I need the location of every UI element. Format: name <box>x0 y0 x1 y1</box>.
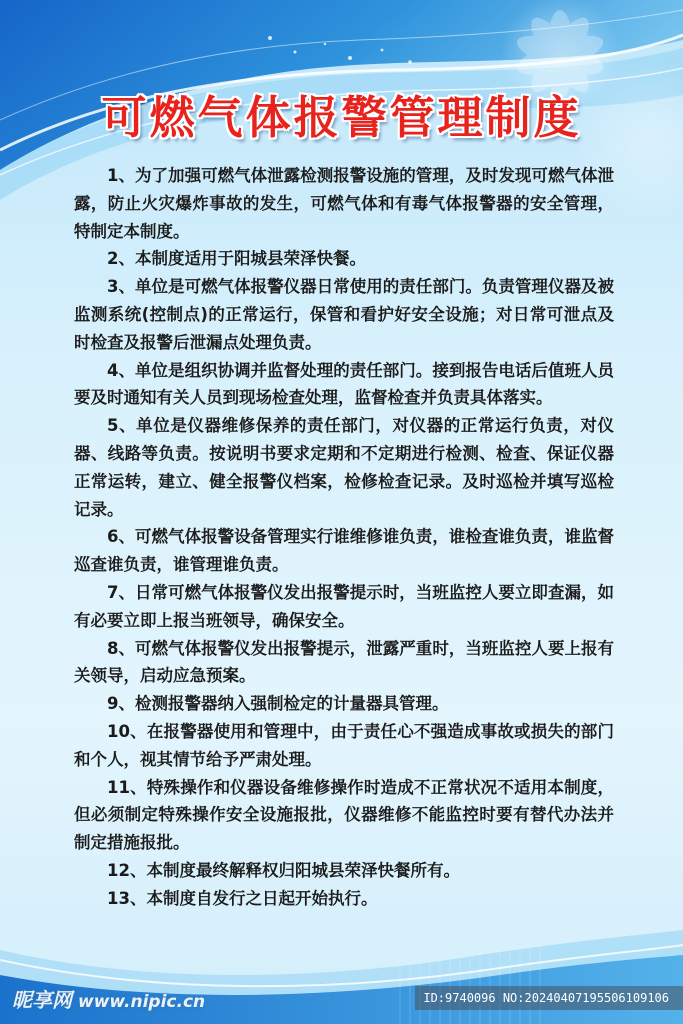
watermark-brand: 昵享网 <box>12 988 72 1012</box>
regulation-body <box>74 162 614 913</box>
clause-12: 12、本制度最终解释权归阳城县荣泽快餐所有。 <box>107 860 460 880</box>
clause-2: 2、本制度适用于阳城县荣泽快餐。 <box>107 249 366 269</box>
page-title: 可燃气体报警管理制度 <box>101 91 582 144</box>
clause-5: 5、单位是仪器维修保养的责任部门，对仪器的正常运行负责，对仪器、线路等负责。按说明书要求定期和不定期进行检测、检查、保证仪器正常运转，建立、健全报警仪档案，检修检查记录。及时巡检并填写巡检记录。 <box>74 416 614 519</box>
clause-7: 7、日常可燃气体报警仪发出报警提示时，当班监控人要立即查漏，如有必要立即上报当班领导，确保安全。 <box>74 582 614 630</box>
clause-1: 1、为了加强可燃气体泄露检测报警设施的管理，及时发现可燃气体泄露，防止火灾爆炸事故的发生，可燃气体和有毒气体报警器的安全管理，特制定本制度。 <box>74 166 614 241</box>
image-id-banner: ID:9740096 NO:20240407195506109106 <box>415 986 683 1010</box>
clause-10: 10、在报警器使用和管理中，由于责任心不强造成事故或损失的部门和个人，视其情节给予严肃处理。 <box>74 721 614 769</box>
clause-8: 8、可燃气体报警仪发出报警提示，泄露严重时，当班监控人要上报有关领导，启动应急预案。 <box>74 638 614 686</box>
clause-9: 9、检测报警器纳入强制检定的计量器具管理。 <box>107 694 449 714</box>
clause-11: 11、特殊操作和仪器设备维修操作时造成不正常状况不适用本制度，但必须制定特殊操作安全设施报批，仪器维修不能监控时要有替代办法并制定措施报批。 <box>74 777 614 853</box>
clause-6: 6、可燃气体报警设备管理实行谁维修谁负责，谁检查谁负责，谁监督巡查谁负责，谁管理谁负责。 <box>74 527 614 575</box>
clause-4: 4、单位是组织协调并监督处理的责任部门。接到报告电话后值班人员要及时通知有关人员到现场检查处理，监督检查并负责具体落实。 <box>74 360 614 408</box>
watermark-logo <box>12 984 205 1013</box>
watermark-url: www.nipic.cn <box>78 992 206 1012</box>
clause-3: 3、单位是可燃气体报警仪器日常使用的责任部门。负责管理仪器及被监测系统(控制点)的正常运行，保管和看护好安全设施；对日常可泄点及时检查及报警后泄漏点处理负责。 <box>74 277 614 352</box>
clause-13: 13、本制度自发行之日起开始执行。 <box>107 888 378 908</box>
